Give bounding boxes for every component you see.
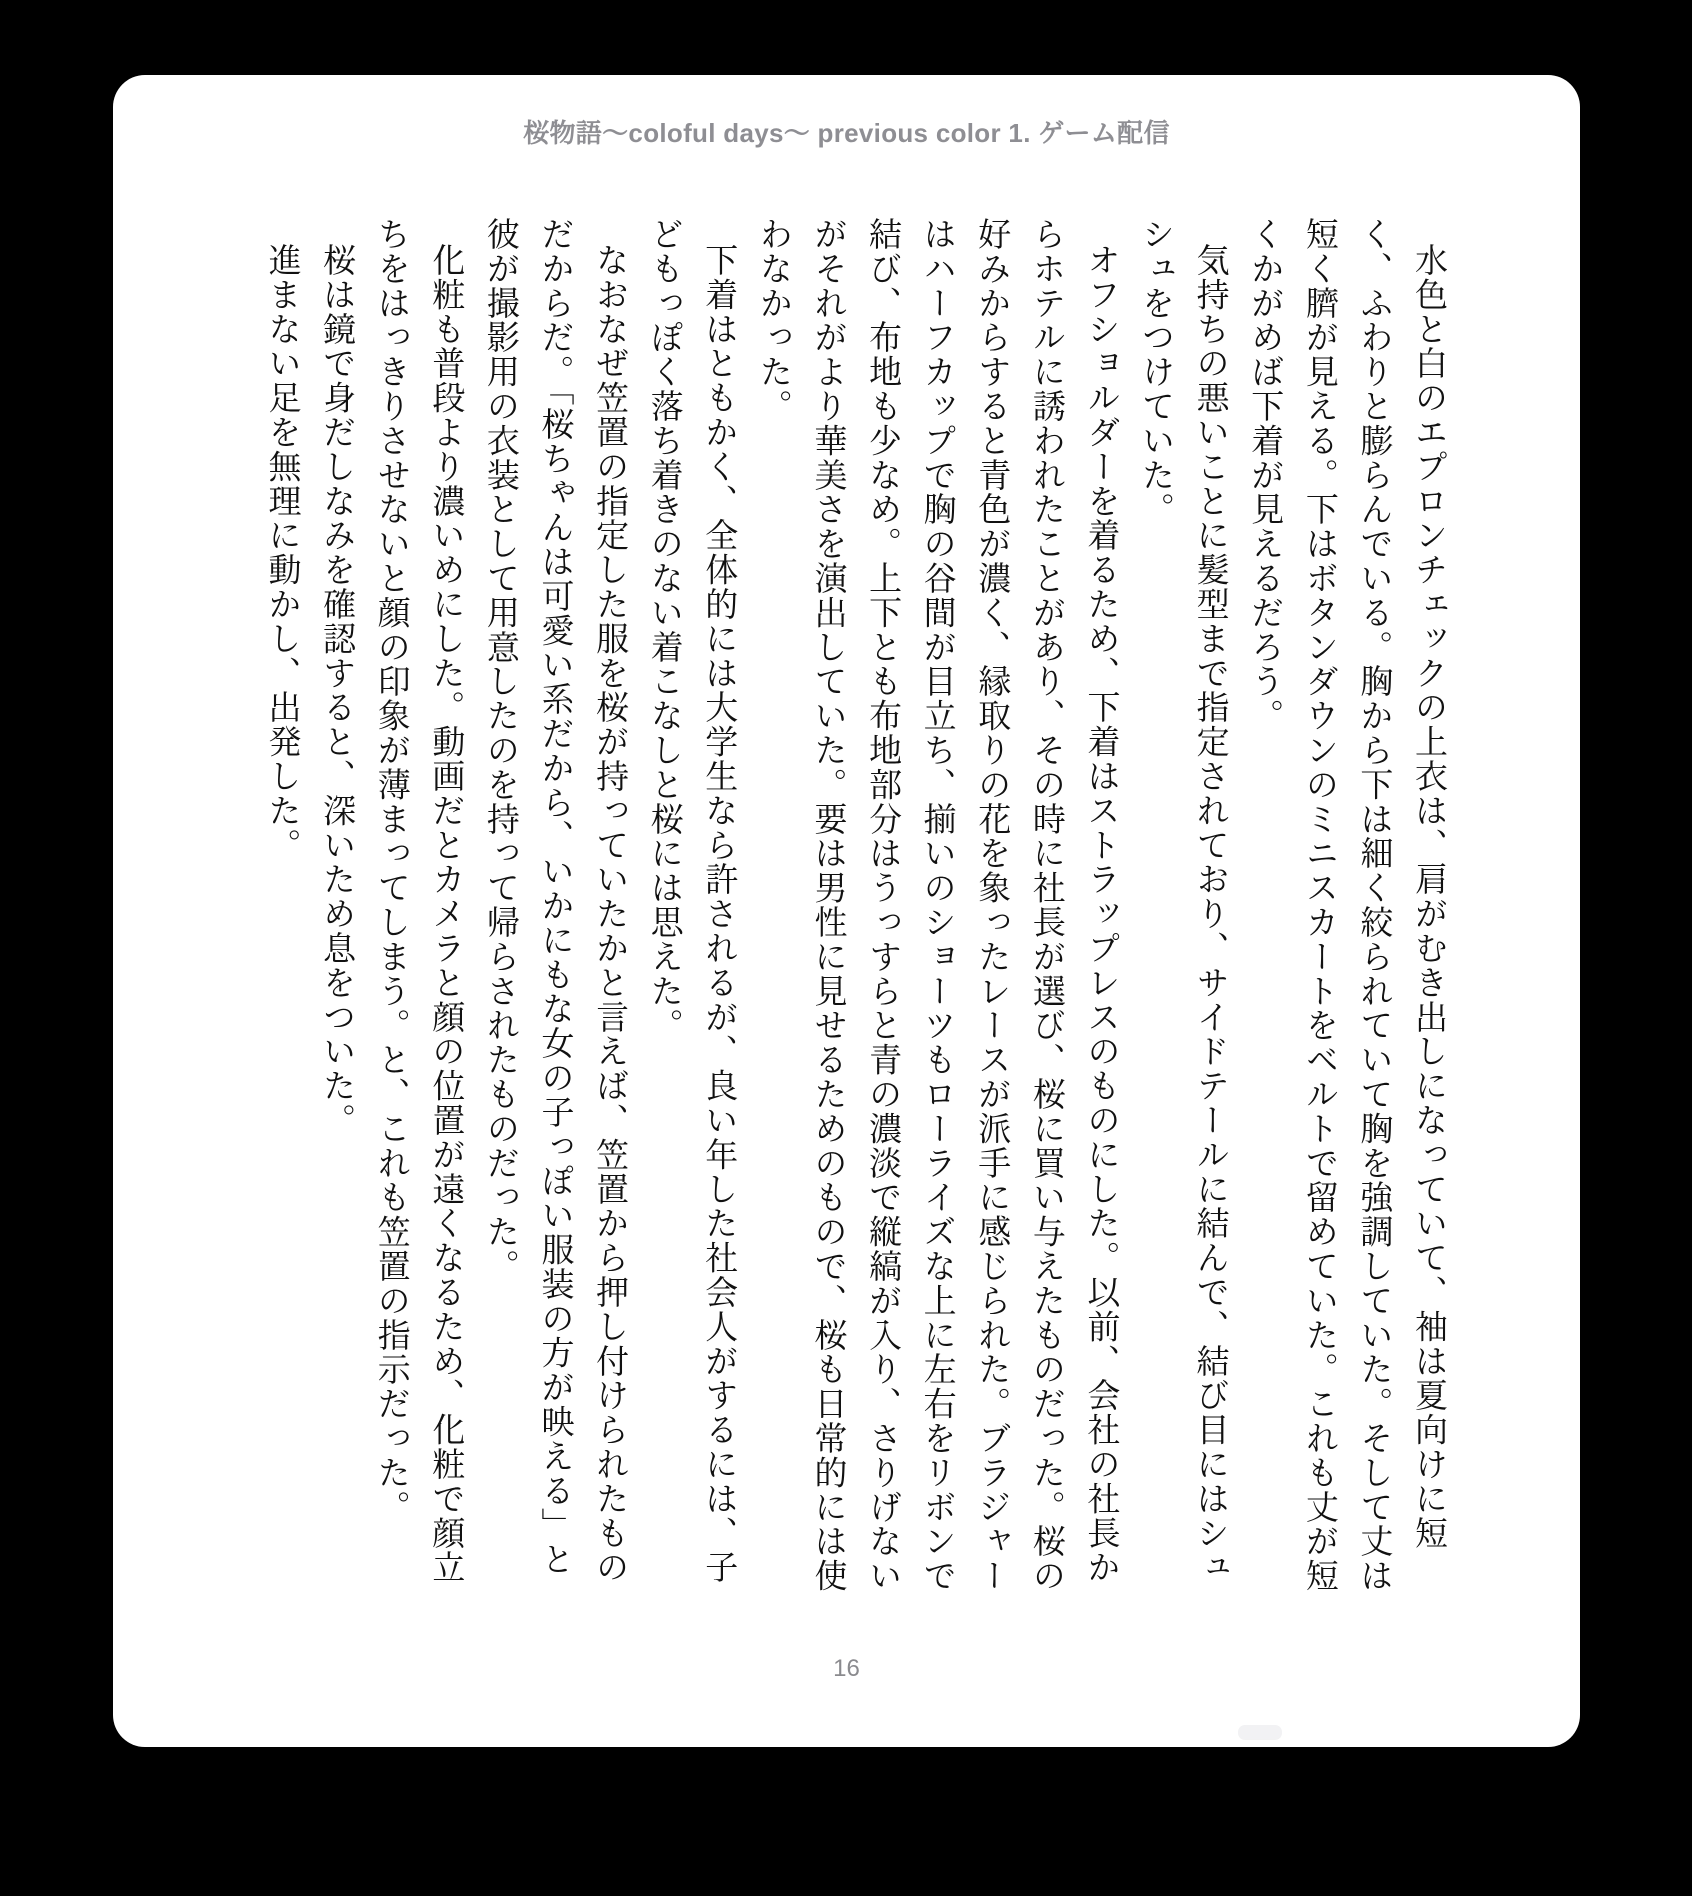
- paragraph: 気持ちの悪いことに髪型まで指定されており、サイドテールに結んで、結び目にはシュシュをつけていた。: [1137, 217, 1228, 1585]
- paragraph: 進まない足を無理に動かし、出発した。: [263, 243, 300, 863]
- paragraph: 下着はともかく、全体的には大学生なら許されるが、良い年した社会人がするには、子どもっぽく落ち着きのない着こなしと桜には思えた。: [645, 217, 737, 1585]
- paragraph: なおなぜ笠置の指定した服を桜が持っていたかと言えば、笠置から押し付けられたものだからだ。「桜ちゃんは可愛い系だから、いかにもな女の子っぽい服装の方が映える」と彼が撮影用の衣装として用意したのを持って帰らされたものだった。: [481, 217, 628, 1585]
- page-text: [213, 217, 1455, 1597]
- page-number: 16: [833, 1655, 860, 1682]
- paragraph: 水色と白のエプロンチェックの上衣は、肩がむき出しになっていて、袖は夏向けに短く、ふわりと膨らんでいる。胸から下は細く絞られていて胸を強調していた。そして丈は短く臍が見える。下はボタンダウンのミニスカートをベルトで留めていた。これも丈が短くかがめば下着が見えるだろう。: [1246, 217, 1446, 1593]
- paragraph: 桜は鏡で身だしなみを確認すると、深いため息をついた。: [318, 243, 355, 1138]
- paragraph: 化粧も普段より濃いめにした。動画だとカメラと顔の位置が遠くなるため、化粧で顔立ちをはっきりさせないと顔の印象が薄まってしまう。と、これも笠置の指示だった。: [372, 217, 464, 1585]
- paragraph: オフショルダーを着るため、下着はストラップレスのものにした。以前、会社の社長からホテルに誘われたことがあり、その時に社長が選び、桜に買い与えたものだった。桜の好みからすると青色が濃く、縁取りの花を象ったレースが派手に感じられた。ブラジャーはハーフカップで胸の谷間が目立ち、揃いのショーツもローライズな上に左右をリボンで結び、布地も少なめ。上下とも布地部分はうっすらと青の濃淡で縦縞が入り、さりげないがそれがより華美さを演出していた。要は男性に見せるためのもので、桜も日常的には使わなかった。: [754, 217, 1119, 1593]
- scrubber-pill[interactable]: [1238, 1725, 1282, 1739]
- book-page[interactable]: [113, 75, 1580, 1747]
- chapter-header: 桜物語〜coloful days〜 previous color 1. ゲーム配信: [523, 118, 1170, 148]
